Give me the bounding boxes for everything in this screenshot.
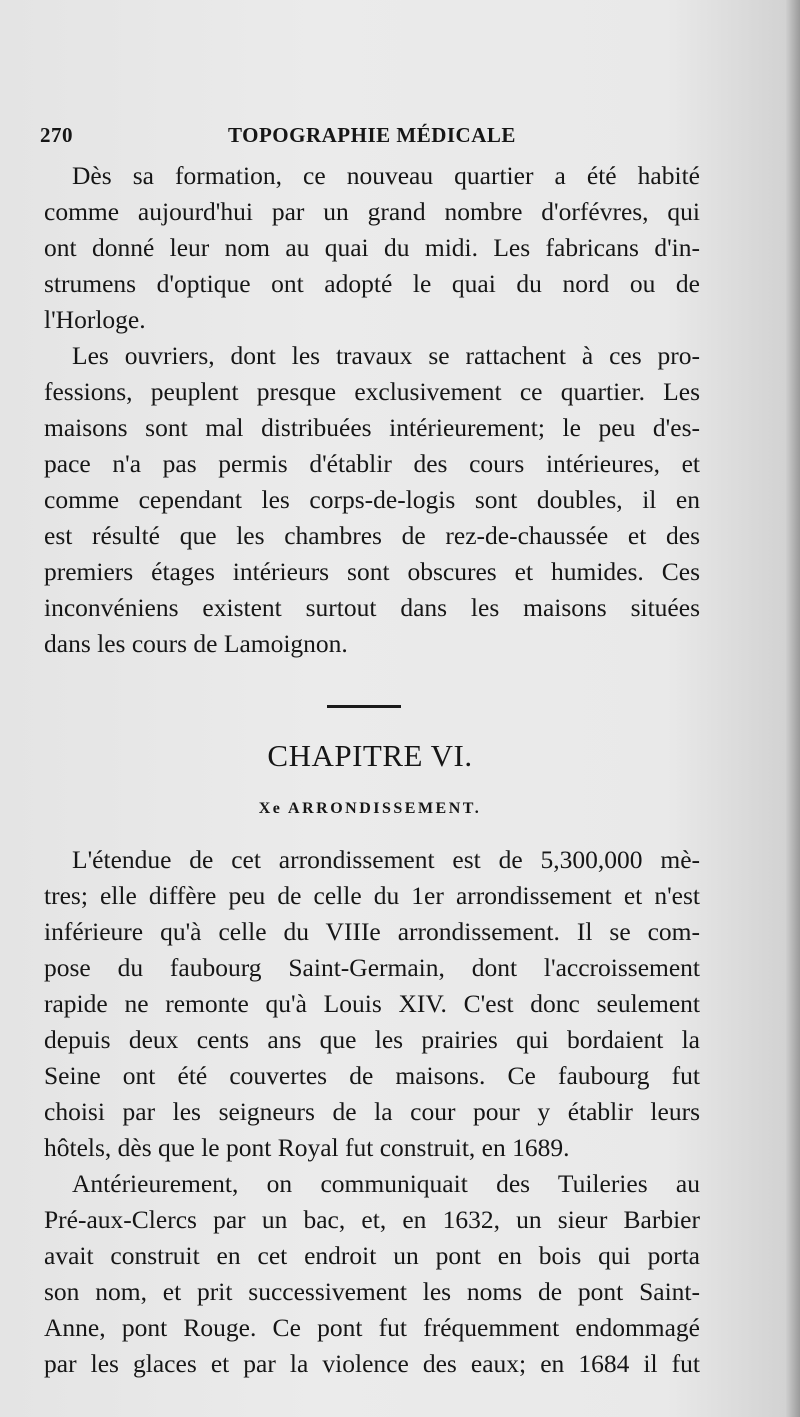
text-line: ont donné leur nom au quai du midi. Les fabricans d'in-	[44, 233, 700, 262]
text-line: Seine ont été couvertes de maisons. Ce faubourg fut	[44, 1061, 700, 1090]
text-line: est résulté que les chambres de rez-de-chaussée et des	[44, 521, 700, 550]
text-line: hôtels, dès que le pont Royal fut construit, en 1689.	[44, 1133, 570, 1162]
text-line: son nom, et prit successivement les noms de pont Saint-	[44, 1277, 700, 1306]
text-line: Dès sa formation, ce nouveau quartier a été habité	[72, 161, 700, 190]
text-block-intro	[44, 158, 700, 662]
text-line: pace n'a pas permis d'établir des cours intérieures, et	[44, 449, 700, 478]
text-line: fessions, peuplent presque exclusivement ce quartier. Les	[44, 377, 700, 406]
text-line: maisons sont mal distribuées intérieurement; le peu d'es-	[44, 413, 700, 442]
text-line: L'étendue de cet arrondissement est de 5,300,000 mè-	[72, 845, 700, 874]
text-line: comme aujourd'hui par un grand nombre d'orfévres, qui	[44, 197, 700, 226]
text-line: comme cependant les corps-de-logis sont doubles, il en	[44, 485, 700, 514]
text-line: strumens d'optique ont adopté le quai du nord ou de	[44, 269, 700, 298]
text-line: Pré-aux-Clercs par un bac, et, en 1632, un sieur Barbier	[44, 1205, 700, 1234]
text-block-arrondissement	[44, 842, 700, 1382]
text-line: inférieure qu'à celle du VIIIe arrondissement. Il se com-	[44, 917, 700, 946]
chapter-title: CHAPITRE VI.	[267, 738, 473, 773]
section-heading: Xe ARRONDISSEMENT.	[258, 800, 482, 817]
text-line: premiers étages intérieurs sont obscures et humides. Ces	[44, 557, 700, 586]
text-line: Les ouvriers, dont les travaux se rattachent à ces pro-	[72, 341, 700, 370]
text-line: depuis deux cents ans que les prairies qui bordaient la	[44, 1025, 700, 1054]
text-line: avait construit en cet endroit un pont en bois qui porta	[44, 1241, 700, 1270]
text-line: dans les cours de Lamoignon.	[44, 629, 348, 658]
page-edge	[786, 0, 800, 1417]
text-line: l'Horloge.	[44, 305, 146, 334]
running-title: TOPOGRAPHIE MÉDICALE	[228, 123, 516, 147]
page-number: 270	[40, 123, 73, 147]
text-line: rapide ne remonte qu'à Louis XIV. C'est donc seulement	[44, 989, 700, 1018]
chapter-divider	[327, 705, 401, 708]
text-line: pose du faubourg Saint-Germain, dont l'accroissement	[44, 953, 700, 982]
text-line: Anne, pont Rouge. Ce pont fut fréquemment endommagé	[44, 1313, 700, 1342]
text-line: tres; elle diffère peu de celle du 1er arrondissement et n'est	[44, 881, 700, 910]
text-line: Antérieurement, on communiquait des Tuileries au	[72, 1169, 700, 1198]
text-line: choisi par les seigneurs de la cour pour y établir leurs	[44, 1097, 700, 1126]
text-line: inconvéniens existent surtout dans les maisons situées	[44, 593, 700, 622]
text-line: par les glaces et par la violence des eaux; en 1684 il fut	[44, 1349, 700, 1378]
